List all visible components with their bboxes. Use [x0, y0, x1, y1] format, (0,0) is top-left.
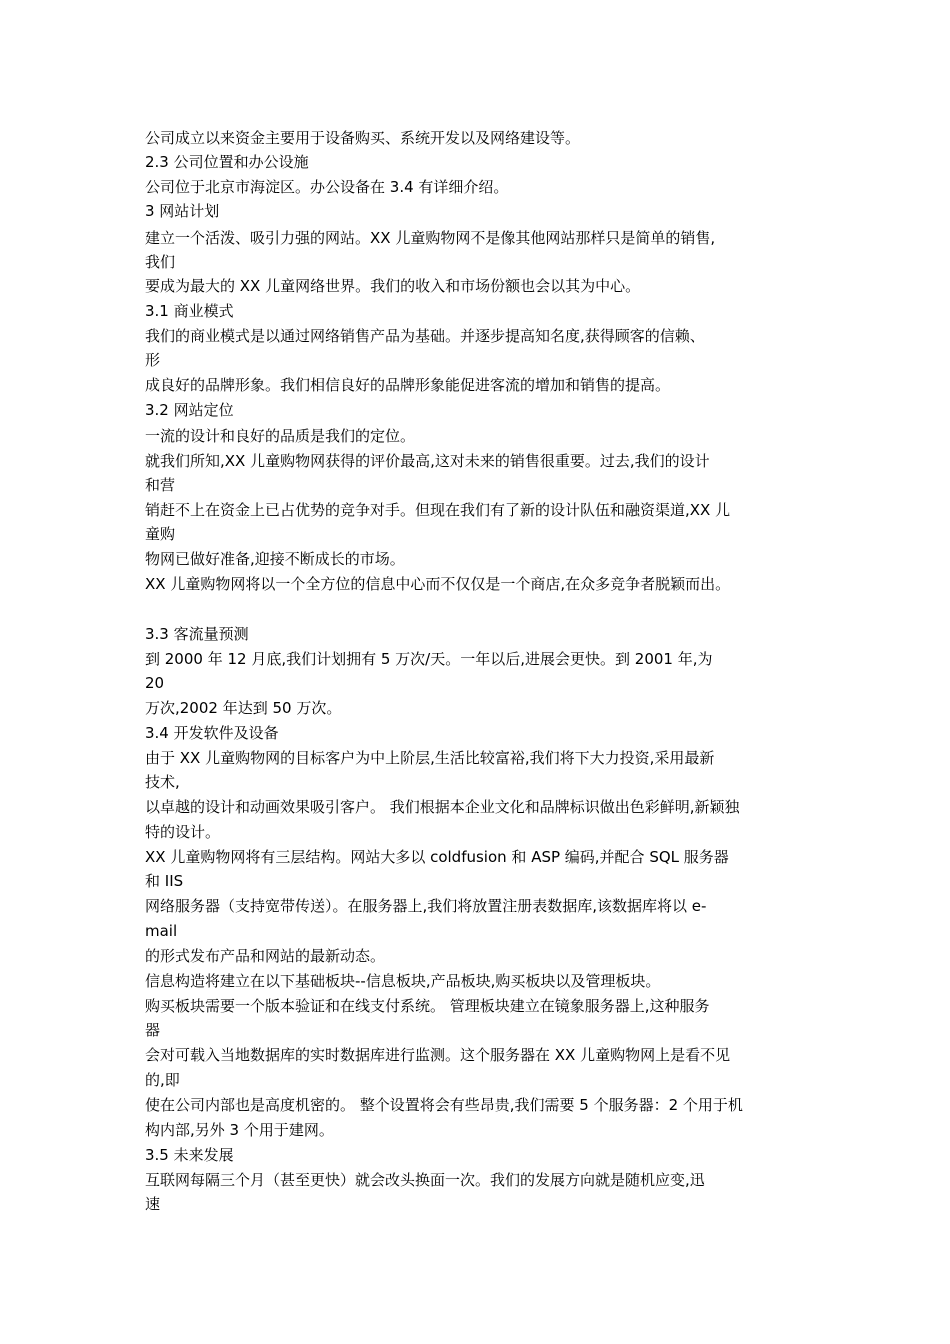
body-text: 我们的商业模式是以通过网络销售产品为基础。并逐步提高知名度,获得顾客的信赖、 [145, 327, 705, 345]
body-text: 公司位于北京市海淀区。办公设备在 3.4 有详细介绍。 [145, 178, 509, 196]
body-text: 使在公司内部也是高度机密的。 整个设置将会有些昂贵,我们需要 5 个服务器：2 个用于机 [145, 1096, 743, 1114]
body-text: mail [145, 922, 178, 940]
body-text: 建立一个活泼、吸引力强的网站。XX 儿童购物网不是像其他网站那样只是简单的销售, [145, 229, 716, 247]
body-text: 购买板块需要一个版本验证和在线支付系统。 管理板块建立在镜象服务器上,这种服务 [145, 997, 710, 1015]
body-text: 特的设计。 [145, 823, 221, 841]
body-text: XX 儿童购物网将有三层结构。网站大多以 coldfusion 和 ASP 编码,并配合 SQL 服务器 [145, 848, 729, 866]
body-text: 万次,2002 年达到 50 万次。 [145, 699, 342, 717]
body-text: 我们 [145, 253, 176, 271]
body-text: 由于 XX 儿童购物网的目标客户为中上阶层,生活比较富裕,我们将下大力投资,采用最新 [145, 749, 715, 767]
section-heading: 3.1 商业模式 [145, 302, 234, 320]
body-text: XX 儿童购物网将以一个全方位的信息中心而不仅仅是一个商店,在众多竞争者脱颖而出。 [145, 575, 731, 593]
body-text: 构内部,另外 3 个用于建网。 [145, 1121, 334, 1139]
section-heading: 3.5 未来发展 [145, 1146, 234, 1164]
section-heading: 3.2 网站定位 [145, 401, 234, 419]
body-text: 速 [145, 1195, 161, 1213]
body-text: 要成为最大的 XX 儿童网络世界。我们的收入和市场份额也会以其为中心。 [145, 277, 641, 295]
body-text: 形 [145, 351, 161, 369]
body-text: 就我们所知,XX 儿童购物网获得的评价最高,这对未来的销售很重要。过去,我们的设计 [145, 452, 710, 470]
body-text: 和营 [145, 476, 176, 494]
body-text: 20 [145, 674, 165, 692]
section-heading: 3.4 开发软件及设备 [145, 724, 279, 742]
body-text: 公司成立以来资金主要用于设备购买、系统开发以及网络建设等。 [145, 129, 581, 147]
body-text: 会对可载入当地数据库的实时数据库进行监测。这个服务器在 XX 儿童购物网上是看不见 [145, 1046, 731, 1064]
body-text: 销赶不上在资金上已占优势的竞争对手。但现在我们有了新的设计队伍和融资渠道,XX 儿 [145, 501, 731, 519]
section-heading: 3 网站计划 [145, 202, 220, 220]
section-heading: 2.3 公司位置和办公设施 [145, 153, 309, 171]
body-text: 器 [145, 1021, 161, 1039]
body-text: 互联网每隔三个月（甚至更快）就会改头换面一次。我们的发展方向就是随机应变,迅 [145, 1171, 705, 1189]
body-text: 到 2000 年 12 月底,我们计划拥有 5 万次/天。一年以后,进展会更快。到 2001 年,为 [145, 650, 713, 668]
body-text: 物网已做好准备,迎接不断成长的市场。 [145, 550, 405, 568]
body-text: 技术, [145, 773, 180, 791]
body-text: 信息构造将建立在以下基础板块--信息板块,产品板块,购买板块以及管理板块。 [145, 972, 661, 990]
section-heading: 3.3 客流量预测 [145, 625, 249, 643]
body-text: 的形式发布产品和网站的最新动态。 [145, 947, 386, 965]
body-text: 的,即 [145, 1071, 180, 1089]
body-text: 和 IIS [145, 872, 184, 890]
body-text: 网络服务器（支持宽带传送）。在服务器上,我们将放置注册表数据库,该数据库将以 e- [145, 897, 707, 915]
body-text: 成良好的品牌形象。我们相信良好的品牌形象能促进客流的增加和销售的提高。 [145, 376, 671, 394]
body-text: 一流的设计和良好的品质是我们的定位。 [145, 427, 416, 445]
body-text: 以卓越的设计和动画效果吸引客户。 我们根据本企业文化和品牌标识做出色彩鲜明,新颖独 [145, 798, 740, 816]
body-text: 童购 [145, 525, 176, 543]
